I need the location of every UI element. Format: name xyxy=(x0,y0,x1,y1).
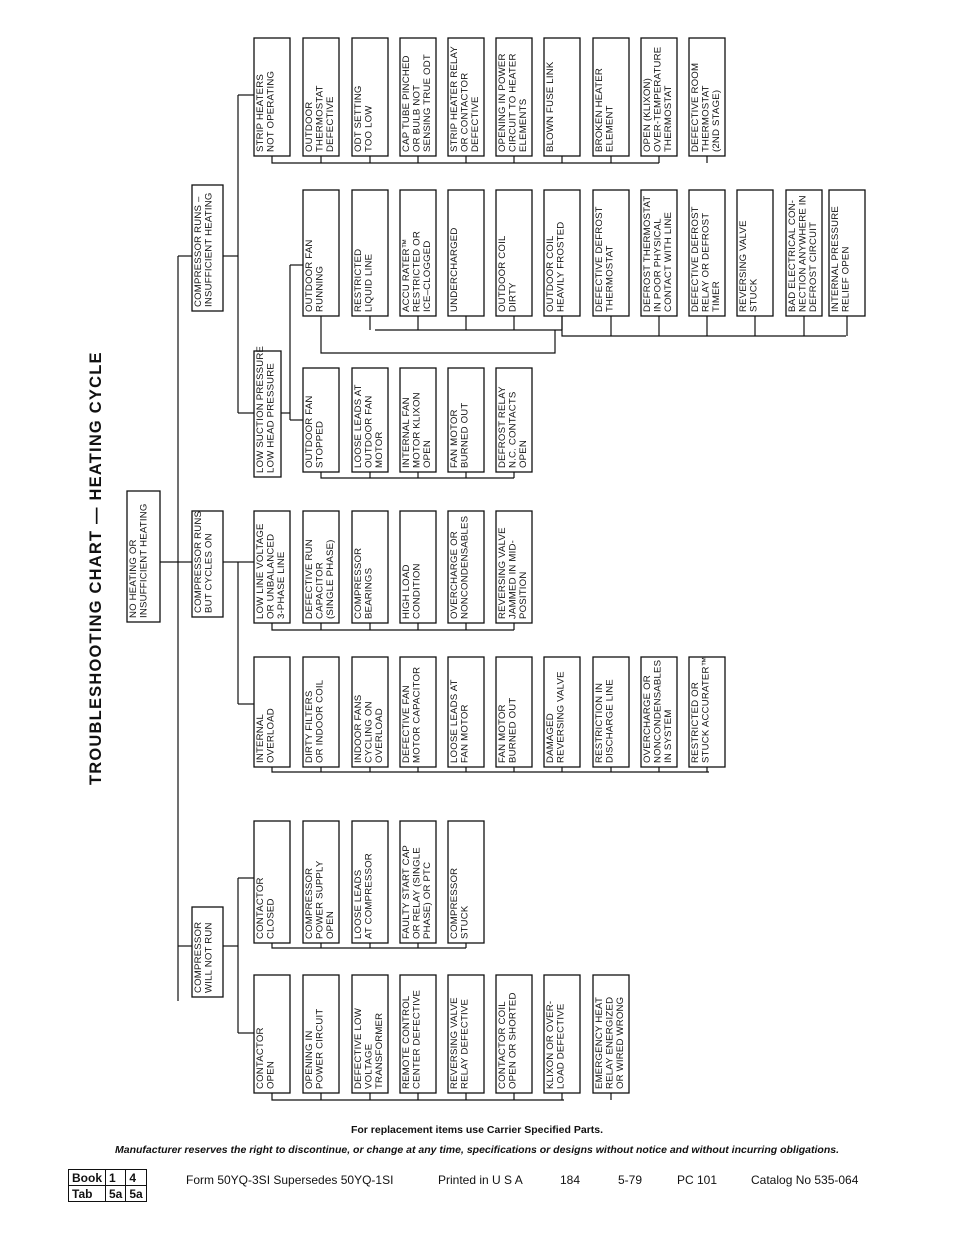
cause-fan-stopped-4-line: N.C. CONTACTS xyxy=(507,391,519,468)
cause-strip-4 xyxy=(448,38,484,156)
cause-low-voltage-3-line: CONDITION xyxy=(411,563,423,619)
cause-strip-7-line: BROKEN HEATER xyxy=(594,68,605,152)
print-date: 5-79 xyxy=(618,1173,643,1187)
cause-strip-9-line: THERMOSTAT xyxy=(700,85,712,152)
cause-overload-4 xyxy=(448,657,484,767)
cause-overload-3 xyxy=(400,657,436,767)
cause-frosted-6-line: INTERNAL PRESSURE xyxy=(830,206,841,312)
cause-low-voltage-2 xyxy=(352,511,388,623)
cause-not-run-open-2 xyxy=(352,975,388,1093)
cause-low-voltage-5-line: POSITION xyxy=(518,571,529,619)
branch-fan-stopped-line: OUTDOOR FAN xyxy=(304,395,315,468)
cause-low-voltage-5-line: REVERSING VALVE xyxy=(497,527,508,619)
cause-not-run-open-1-line: OPENING IN xyxy=(304,1030,315,1089)
cause-low-voltage-5 xyxy=(496,511,532,623)
cause-overload-9 xyxy=(689,657,725,767)
cause-strip-7-line: ELEMENT xyxy=(604,105,616,152)
branch-low-voltage-line: LOW LINE VOLTAGE xyxy=(255,523,266,619)
cause-strip-1-line: DEFECTIVE xyxy=(325,96,336,152)
cause-low-voltage-5-line: JAMMED IN MID- xyxy=(507,539,519,619)
cause-not-run-closed-4-line: STUCK xyxy=(459,905,471,939)
cause-low-voltage-4-line: NONCONDENSABLES xyxy=(459,515,471,619)
group-cycles-line: BUT CYCLES ON xyxy=(203,533,215,613)
cause-not-run-open-3 xyxy=(400,975,436,1093)
cause-overload-3-line: DEFECTIVE FAN xyxy=(401,685,412,763)
cause-fan-stopped-3-line: FAN MOTOR xyxy=(449,409,460,468)
cause-overload-4-line: FAN MOTOR xyxy=(459,704,471,763)
cause-fan-stopped-1-line: OUTDOOR FAN xyxy=(363,395,375,468)
cause-not-run-open-2-line: TRANSFORMER xyxy=(374,1012,385,1089)
group-insufficient-line: INSUFFICIENT HEATING xyxy=(203,192,215,307)
cause-not-run-closed-3-line: OR RELAY (SINGLE xyxy=(411,847,423,939)
cause-not-run-open-7-line: OR WIRED WRONG xyxy=(615,996,626,1089)
cause-not-run-open-6 xyxy=(544,975,580,1093)
cause-strip-1-line: OUTDOOR xyxy=(304,101,315,152)
disclaimer-note: Manufacturer reserves the right to discontinue, or change at any time, specifications or designs without notice and without incurring obligations. xyxy=(114,1144,839,1156)
branch-low-voltage-line: 3-PHASE LINE xyxy=(276,551,287,619)
cause-fan-stopped-3-line: BURNED OUT xyxy=(459,402,471,468)
cause-low-voltage-3-line: HIGH LOAD xyxy=(401,564,412,619)
cause-low-voltage-4 xyxy=(448,511,484,623)
cause-not-run-open-7-line: EMERGENCY HEAT xyxy=(594,996,605,1089)
branch-contactor-closed-bus xyxy=(272,943,466,948)
cause-not-run-open-1-line: POWER CIRCUIT xyxy=(314,1008,326,1089)
pc-code: PC 101 xyxy=(677,1173,718,1187)
cause-not-run-open-7 xyxy=(593,975,629,1093)
cause-fan-running-3-line: UNDERCHARGED xyxy=(449,227,460,312)
cause-strip-8-line: OPEN (KLIXON) xyxy=(642,77,653,152)
group-cycles-line: COMPRESSOR RUNS xyxy=(193,510,204,613)
cause-overload-2-line: CYCLING ON xyxy=(363,701,375,763)
branch-internal-overload-line: INTERNAL xyxy=(255,713,266,763)
cause-fan-running-2 xyxy=(400,190,436,316)
root-box-line: NO HEATING OR xyxy=(128,539,139,618)
cause-not-run-closed-1-line: COMPRESSOR xyxy=(304,867,315,939)
cause-fan-stopped-1-line: MOTOR xyxy=(374,431,385,468)
cause-not-run-closed-3-line: PHASE) OR PTC xyxy=(422,861,433,939)
book-label: Book xyxy=(69,1170,106,1186)
cause-strip-1-line: THERMOSTAT xyxy=(314,85,326,152)
cause-fan-stopped-1-line: LOOSE LEADS AT xyxy=(353,384,364,468)
cause-fan-running-4-line: OUTDOOR COIL xyxy=(497,235,508,312)
tab-value-2: 5a xyxy=(126,1186,146,1202)
cause-not-run-open-4 xyxy=(448,975,484,1093)
cause-strip-9 xyxy=(689,38,725,156)
cause-strip-8-line: THERMOSTAT xyxy=(663,85,674,152)
cause-fan-stopped-3 xyxy=(448,368,484,472)
branch-low-pressure-line: LOW SUCTION PRESSURE xyxy=(255,345,266,473)
cause-frosted-3-line: RELAY OR DEFROST xyxy=(700,212,712,312)
cause-frosted-4-line: REVERSING VALVE xyxy=(738,220,749,312)
cause-not-run-open-3-line: CENTER DEFECTIVE xyxy=(411,989,423,1089)
branch-fan-running-line: OUTDOOR FAN xyxy=(304,239,315,312)
cause-fan-running-2-line: ACCU RATER™ xyxy=(401,238,412,312)
cause-overload-5 xyxy=(496,657,532,767)
branch-contactor-open-line: CONTACTOR xyxy=(255,1027,266,1089)
form-number: Form 50YQ-3SI Supersedes 50YQ-1SI xyxy=(186,1173,394,1187)
cause-strip-4-line: DEFECTIVE xyxy=(470,96,481,152)
cause-not-run-open-4-line: REVERSING VALVE xyxy=(449,997,460,1089)
cause-overload-7 xyxy=(593,657,629,767)
cause-fan-stopped-4 xyxy=(496,368,532,472)
cause-strip-1 xyxy=(303,38,339,156)
replacement-note: For replacement items use Carrier Specified Parts. xyxy=(350,1124,604,1136)
branch-fan-stopped-line: STOPPED xyxy=(314,420,326,468)
cause-frosted-5 xyxy=(786,190,822,316)
branch-internal-overload-line: OVERLOAD xyxy=(265,708,277,763)
cause-strip-5-line: OPENING IN POWER xyxy=(497,53,508,152)
cause-low-voltage-1 xyxy=(303,511,339,623)
branch-low-pressure-line: LOW HEAD PRESSURE xyxy=(265,362,277,473)
cause-strip-5-line: CIRCUIT TO HEATER xyxy=(507,53,519,152)
cause-low-voltage-1-line: DEFECTIVE RUN xyxy=(304,539,315,619)
cause-overload-6 xyxy=(544,657,580,767)
group-not-run-line: WILL NOT RUN xyxy=(203,922,215,993)
cause-not-run-closed-1-line: OPEN xyxy=(325,911,336,939)
branch-contactor-closed xyxy=(254,821,290,943)
cause-overload-7-line: DISCHARGE LINE xyxy=(604,679,616,763)
branch-internal-overload xyxy=(254,657,290,767)
cause-not-run-open-1 xyxy=(303,975,339,1093)
cause-frosted-2-line: IN POOR PHYSICAL xyxy=(652,218,664,312)
cause-fan-running-4-line: DIRTY xyxy=(507,282,519,312)
branch-internal-overload-bus xyxy=(272,767,709,772)
cause-frosted-6 xyxy=(829,190,865,316)
branch-contactor-open xyxy=(254,975,290,1093)
printed-in: Printed in U S A xyxy=(438,1173,523,1187)
cause-overload-7-line: RESTRICTION IN xyxy=(594,682,605,763)
cause-not-run-closed-3 xyxy=(400,821,436,943)
cause-frosted-1-line: THERMOSTAT xyxy=(604,245,616,312)
cause-strip-6-line: BLOWN FUSE LINK xyxy=(545,61,556,152)
book-tab-table xyxy=(68,1169,147,1202)
group-not-run xyxy=(192,907,223,997)
cause-frosted-2-line: CONTACT WITH LINE xyxy=(663,211,674,312)
cause-fan-running-4 xyxy=(496,190,532,316)
cause-overload-8 xyxy=(641,657,677,767)
cause-not-run-closed-2 xyxy=(352,821,388,943)
cause-not-run-open-7-line: RELAY ENERGIZED xyxy=(604,996,616,1089)
branch-low-voltage xyxy=(254,511,290,623)
cause-overload-6-line: REVERSING VALVE xyxy=(555,671,567,763)
cause-strip-2-line: ODT SETTING xyxy=(353,85,364,152)
cause-frosted-1 xyxy=(593,190,629,316)
cause-not-run-open-3-line: REMOTE CONTROL xyxy=(401,995,412,1089)
cause-overload-6-line: DAMAGED xyxy=(545,713,556,763)
cause-fan-running-1-line: LIQUID LINE xyxy=(363,253,375,312)
cause-overload-2-line: OVERLOAD xyxy=(374,708,385,763)
cause-overload-2 xyxy=(352,657,388,767)
cause-strip-8 xyxy=(641,38,677,156)
cause-not-run-open-4-line: RELAY DEFECTIVE xyxy=(459,998,471,1089)
cause-strip-5 xyxy=(496,38,532,156)
cause-frosted-2-line: DEFROST THERMOSTAT xyxy=(642,195,653,312)
branch-fan-running xyxy=(303,190,339,316)
cause-frosted-3-line: DEFECTIVE DEFROST xyxy=(690,206,701,312)
branch-low-voltage-bus xyxy=(272,623,514,630)
root-box xyxy=(127,491,160,622)
cause-fan-stopped-4-line: OPEN xyxy=(518,440,529,468)
cause-fan-stopped-2 xyxy=(400,368,436,472)
cause-overload-2-line: INDOOR FANS xyxy=(353,694,364,763)
cause-overload-8-line: OVERCHARGE OR xyxy=(642,675,653,763)
page-number: 184 xyxy=(560,1173,581,1187)
cause-strip-6 xyxy=(544,38,580,156)
cause-strip-9-line: (2ND STAGE) xyxy=(711,89,722,152)
cause-not-run-open-2-line: VOLTAGE xyxy=(363,1043,375,1089)
root-box-line: INSUFFICIENT HEATING xyxy=(138,503,150,618)
cause-frosted-6-line: RELIEF OPEN xyxy=(840,246,852,312)
cause-fan-running-1-line: RESTRICTED xyxy=(353,248,364,312)
cause-fan-stopped-1 xyxy=(352,368,388,472)
cause-fan-stopped-4-line: DEFROST RELAY xyxy=(497,386,508,468)
cause-fan-running-2-line: ICE–CLOGGED xyxy=(422,240,433,312)
cause-fan-running-5-line: OUTDOOR COIL xyxy=(545,235,556,312)
cause-strip-3-line: OR BULB NOT xyxy=(411,84,423,152)
cause-frosted-5-line: DEFROST CIRCUIT xyxy=(808,221,819,312)
cause-strip-5-line: ELEMENTS xyxy=(518,98,529,152)
cause-fan-stopped-2-line: MOTOR KLIXON xyxy=(411,392,423,468)
cause-strip-3-line: CAP TUBE PINCHED xyxy=(401,55,412,152)
branch-strip-heaters-line: NOT OPERATING xyxy=(265,70,277,152)
group-not-run-line: COMPRESSOR xyxy=(193,921,204,993)
cause-strip-7 xyxy=(593,38,629,156)
cause-low-voltage-3 xyxy=(400,511,436,623)
cause-overload-8-line: IN SYSTEM xyxy=(663,709,674,763)
branch-fan-running-line: RUNNING xyxy=(314,265,326,312)
branch-contactor-closed-line: CLOSED xyxy=(265,898,277,939)
cause-not-run-closed-4-line: COMPRESSOR xyxy=(449,867,460,939)
cause-overload-9-line: RESTRICTED OR xyxy=(690,682,701,763)
cause-not-run-open-6-line: KLIXON OR OVER- xyxy=(545,1000,556,1089)
cause-low-voltage-1-line: CAPACITOR xyxy=(314,562,326,619)
cause-low-voltage-4-line: OVERCHARGE OR xyxy=(449,531,460,619)
cause-overload-1 xyxy=(303,657,339,767)
branch-contactor-open-line: OPEN xyxy=(265,1061,277,1089)
cause-fan-running-5-line: HEAVILY FROSTED xyxy=(555,221,567,312)
cause-not-run-closed-2-line: LOOSE LEADS xyxy=(353,869,364,939)
tab-value-1: 5a xyxy=(106,1186,126,1202)
cause-not-run-open-5 xyxy=(496,975,532,1093)
branch-low-voltage-line: OR UNBALANCED xyxy=(265,533,277,619)
cause-low-voltage-1-line: (SINGLE PHASE) xyxy=(325,539,336,619)
cause-strip-4-line: OR CONTACTOR xyxy=(459,72,471,152)
cause-overload-3-line: MOTOR CAPACITOR xyxy=(411,666,423,763)
group-insufficient xyxy=(192,185,223,311)
branch-low-pressure xyxy=(254,346,281,477)
cause-strip-2-line: TOO LOW xyxy=(363,105,375,152)
cause-overload-1-line: OR INDOOR COIL xyxy=(314,679,326,763)
cause-strip-2 xyxy=(352,38,388,156)
cause-overload-9-line: STUCK ACCURATER™ xyxy=(700,656,712,763)
cause-not-run-closed-2-line: AT COMPRESSOR xyxy=(363,853,375,939)
cause-overload-8-line: NONCONDENSABLES xyxy=(652,659,664,763)
chart-title: TROUBLESHOOTING CHART — HEATING CYCLE xyxy=(87,351,105,785)
cause-fan-running-2-line: RESTRICTED OR xyxy=(411,231,423,312)
cause-not-run-closed-1-line: POWER SUPPLY xyxy=(314,860,326,939)
cause-fan-stopped-2-line: OPEN xyxy=(422,440,433,468)
cause-frosted-1-line: DEFECTIVE DEFROST xyxy=(594,206,605,312)
cause-frosted-3 xyxy=(689,190,725,316)
branch-contactor-closed-line: CONTACTOR xyxy=(255,877,266,939)
cause-not-run-closed-3-line: FAULTY START CAP xyxy=(401,844,412,939)
catalog-number: Catalog No 535-064 xyxy=(751,1173,859,1187)
cause-fan-running-1 xyxy=(352,190,388,316)
fan-running-bus xyxy=(321,316,555,353)
cause-strip-8-line: OVER-TEMPERATURE xyxy=(652,46,664,152)
cause-fan-running-3 xyxy=(448,190,484,316)
cause-not-run-closed-4 xyxy=(448,821,484,943)
cause-overload-5-line: BURNED OUT xyxy=(507,697,519,763)
cause-frosted-4 xyxy=(737,190,773,316)
cause-low-voltage-2-line: BEARINGS xyxy=(363,567,375,619)
cause-not-run-open-5-line: CONTACTOR COIL xyxy=(497,1001,508,1089)
branch-fan-stopped xyxy=(303,368,339,472)
cause-strip-3-line: SENSING TRUE ODT xyxy=(422,54,433,152)
cause-not-run-open-2-line: DEFECTIVE LOW xyxy=(353,1008,364,1089)
cause-strip-3 xyxy=(400,38,436,156)
cause-fan-stopped-2-line: INTERNAL FAN xyxy=(401,397,412,468)
cause-not-run-open-6-line: LOAD DEFECTIVE xyxy=(555,1003,567,1089)
cause-low-voltage-2-line: COMPRESSOR xyxy=(353,547,364,619)
group-insufficient-line: COMPRESSOR RUNS – xyxy=(193,196,204,307)
cause-fan-running-5 xyxy=(544,190,580,316)
book-value-1: 1 xyxy=(106,1170,126,1186)
cause-frosted-5-line: BAD ELECTRICAL CON- xyxy=(787,199,798,312)
cause-frosted-4-line: STUCK xyxy=(748,278,760,312)
cause-not-run-closed-1 xyxy=(303,821,339,943)
group-cycles xyxy=(192,511,223,617)
cause-overload-5-line: FAN MOTOR xyxy=(497,704,508,763)
branch-strip-heaters xyxy=(254,38,290,156)
cause-overload-4-line: LOOSE LEADS AT xyxy=(449,679,460,763)
cause-overload-1-line: DIRTY FILTERS xyxy=(304,690,315,763)
cause-not-run-open-5-line: OPEN OR SHORTED xyxy=(507,992,519,1089)
tab-label: Tab xyxy=(69,1186,106,1202)
cause-frosted-3-line: TIMER xyxy=(711,281,722,312)
cause-strip-9-line: DEFECTIVE ROOM xyxy=(690,62,701,152)
cause-frosted-5-line: NECTION ANYWHERE IN xyxy=(797,195,809,312)
branch-strip-heaters-line: STRIP HEATERS xyxy=(255,74,266,152)
book-value-2: 4 xyxy=(126,1170,146,1186)
cause-strip-4-line: STRIP HEATER RELAY xyxy=(449,46,460,152)
cause-frosted-2 xyxy=(641,190,677,316)
